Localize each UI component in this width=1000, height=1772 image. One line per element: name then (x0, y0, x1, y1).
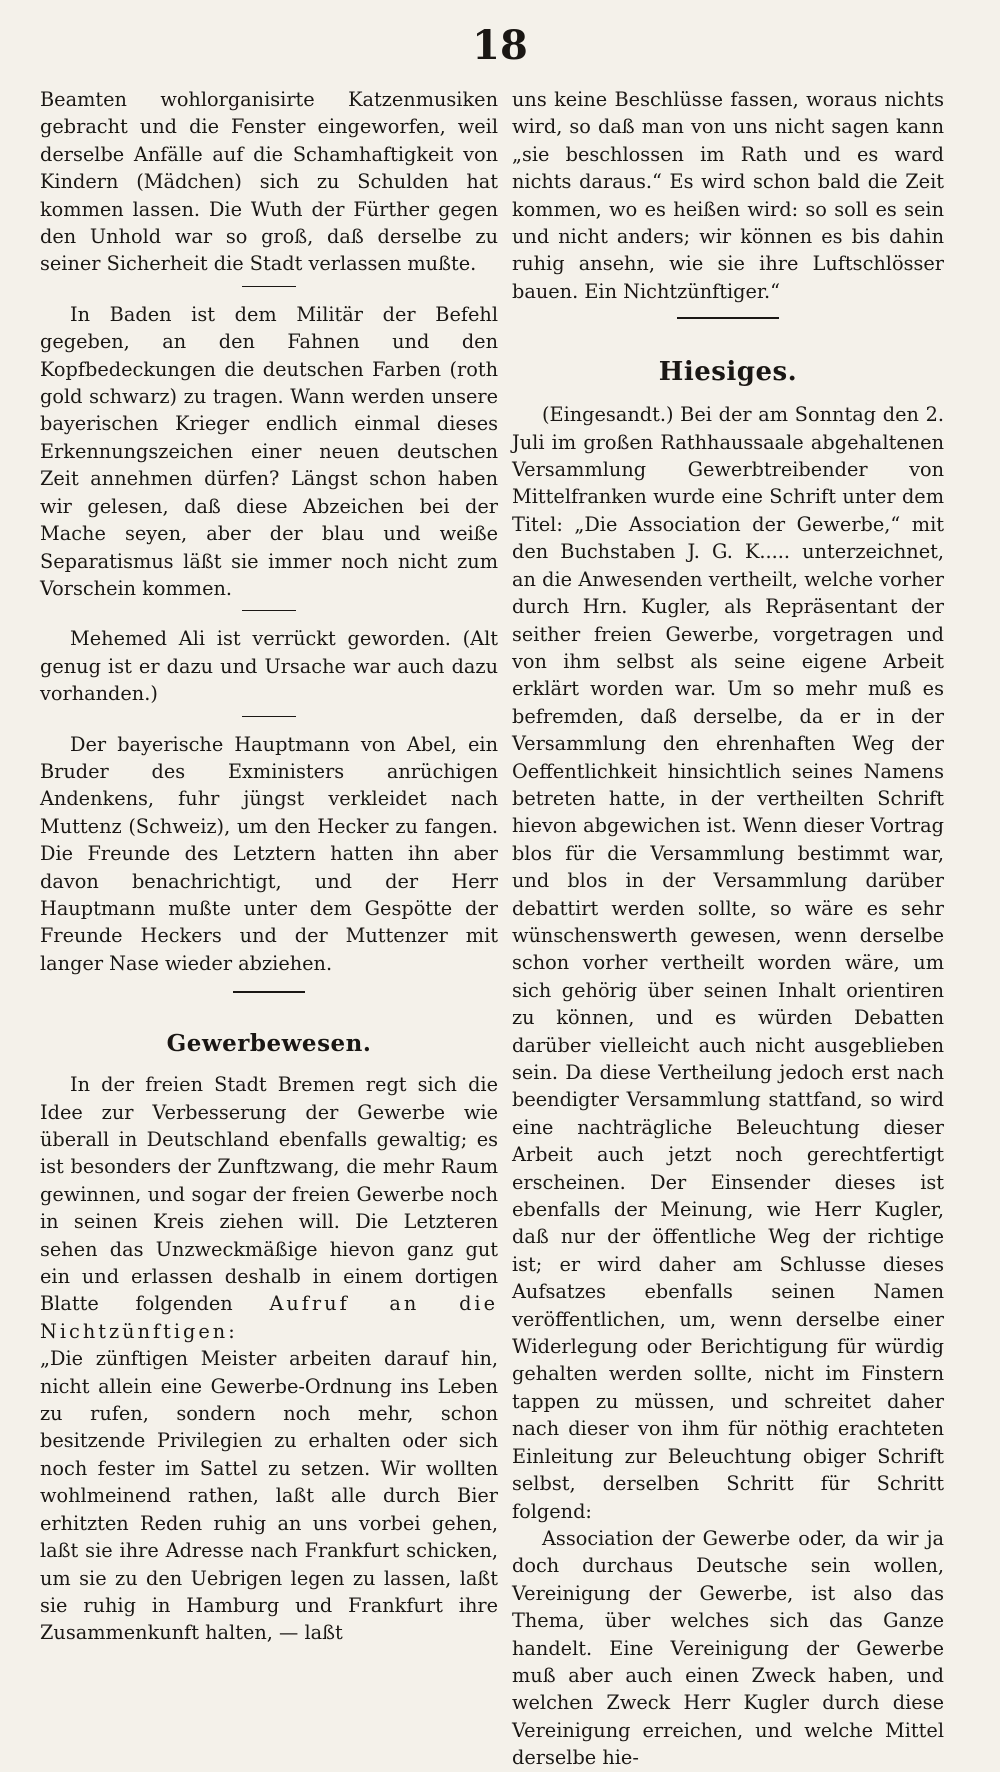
page-number: 18 (472, 22, 528, 69)
section-heading: Hiesiges. (658, 357, 798, 388)
announcement-title: Aufruf an die Nichtzünftigen: (40, 1292, 498, 1343)
article-paragraph: Der bayerische Hauptmann von Abel, ein Bruder des Exministers anrüchigen Andenkens, fuhr jüngst verkleidet nach Muttenz (Schweiz), um den Hecker zu fangen. Die Freunde des Letztern hatten ihn aber davon benachrichtigt, und der Herr Hauptmann mußte unter dem Gespötte der Freunde Heckers und der Muttenzer mit langer Nase wieder abziehen. (40, 732, 498, 975)
right-column (512, 86, 944, 1772)
article-paragraph: Mehemed Ali ist verrückt geworden. (Alt genug ist er dazu und Ursache war auch dazu vorhanden.) (40, 627, 498, 706)
article-paragraph: „Die zünftigen Meister arbeiten darauf hin, nicht allein eine Gewerbe-Ordnung ins Leben zu rufen, sondern noch mehr, schon besitzende Privilegien zu erhalten oder sich noch fester im Sattel zu setzen. Wir wollten wohlmeinend rathen, laßt alle durch Bier erhitzten Reden ruhig an uns vorbei gehen, laßt sie ihre Adresse nach Frankfurt schicken, um sie zu den Uebrigen legen zu lassen, laßt sie ruhig in Hamburg und Frankfurt ihre Zusammenkunft halten, — laßt (40, 1347, 498, 1645)
section-heading: Gewerbewesen. (166, 1030, 372, 1058)
article-paragraph: uns keine Beschlüsse fassen, woraus nichts wird, so daß man von uns nicht sagen kann „sie beschlossen im Rath und es ward nichts daraus.“ Es wird schon bald die Zeit kommen, wo es heißen wird: so soll es sein und nicht anders; wir können es bis dahin ruhig ansehn, wie sie ihre Luftschlösser bauen. Ein Nichtzünftiger.“ (512, 88, 944, 303)
article-paragraph: Association der Gewerbe oder, da wir ja doch durchaus Deutsche sein wollen, Vereinigung der Gewerbe, ist also das Thema, über welches sich das Ganze handelt. Eine Vereinigung der Gewerbe muß aber auch einen Zweck haben, und welchen Zweck Herr Kugler durch diese Vereinigung erreichen, und welche Mittel derselbe hie- (512, 1526, 944, 1770)
section-rule (677, 317, 779, 319)
article-paragraph: In Baden ist dem Militär der Befehl gegeben, an den Fahnen und den Kopfbedeckungen die deutschen Farben (roth gold schwarz) zu tragen. Wann werden unsere bayerischen Krieger endlich einmal dieses Erkennungszeichen einer neuen deutschen Zeit annehmen dürfen? Längst schon haben wir gelesen, daß diese Abzeichen bei der Mache seyen, aber der blau und weiße Separatismus läßt sie immer noch nicht zum Vorschein kommen. (40, 302, 498, 600)
separator-rule (242, 610, 296, 611)
article-paragraph: (Eingesandt.) Bei der am Sonntag den 2. Juli im großen Rathhaussaale abgehaltenen Versammlung Gewerbtreibender von Mittelfranken wurde eine Schrift unter dem Titel: „Die Association der Gewerbe,“ mit den Buchstaben J. G. K..... unterzeichnet, an die Anwesenden vertheilt, welche vorher durch Hrn. Kugler, als Repräsentant der seither freien Gewerbe, vorgetragen und von ihm selbst als seine eigene Arbeit erklärt worden war. Um so mehr muß es befremden, daß derselbe, da er in der Versammlung den ehrenhaften Weg der Oeffentlichkeit hinsichtlich seines Namens betreten hatte, in der vertheilten Schrift hievon abgewichen ist. Wenn dieser Vortrag blos für die Versammlung bestimmt war, und blos in der Versammlung darüber debattirt werden sollte, so wäre es sehr wünschenswerth gewesen, wenn derselbe schon vorher vertheilt worden wäre, um sich gehörig über seinen Inhalt orientiren zu können, und es würden Debatten darüber vielleicht auch nicht ausgeblieben sein. Da diese Vertheilung jedoch erst nach beendigter Versammlung stattfand, so wird eine nachträgliche Beleuchtung dieser Arbeit auch jetzt noch gerechtfertigt erscheinen. Der Einsender dieses ist ebenfalls der Meinung, wie Herr Kugler, daß nur der öffentliche Weg der richtige ist; er wird daher am Schlusse dieses Aufsatzes ebenfalls seinen Namen veröffentlichen, um, wenn derselbe einer Widerlegung oder Berichtigung für würdig gehalten werden sollte, nicht im Finstern tappen zu müssen, und schreitet daher nach dieser von ihm für nöthig erachteten Einleitung zur Beleuchtung obiger Schrift selbst, derselben Schritt für Schritt folgend: (512, 403, 944, 1523)
article-paragraph (40, 1071, 498, 1345)
left-column (40, 86, 498, 1647)
separator-rule (242, 286, 296, 287)
paragraph-text: In der freien Stadt Bremen regt sich die Idee zur Verbesserung der Gewerbe wie überall in Deutschland ebenfalls gewaltig; es ist besonders der Zunftzwang, die mehr Raum gewinnen, und sogar der freien Gewerbe noch in seinen Kreis ziehen will. Die Letzteren sehen das Unzweckmäßige hievon ganz gut ein und erlassen deshalb in einem dortigen Blatte folgenden (40, 1073, 498, 1316)
article-paragraph: Beamten wohlorganisirte Katzenmusiken gebracht und die Fenster eingeworfen, weil derselbe Anfälle auf die Schamhaftigkeit von Kindern (Mädchen) sich zu Schulden hat kommen lassen. Die Wuth der Fürther gegen den Unhold war so groß, daß derselbe zu seiner Sicherheit die Stadt verlassen mußte. (40, 88, 498, 276)
separator-rule (242, 716, 296, 717)
section-rule (233, 991, 305, 993)
